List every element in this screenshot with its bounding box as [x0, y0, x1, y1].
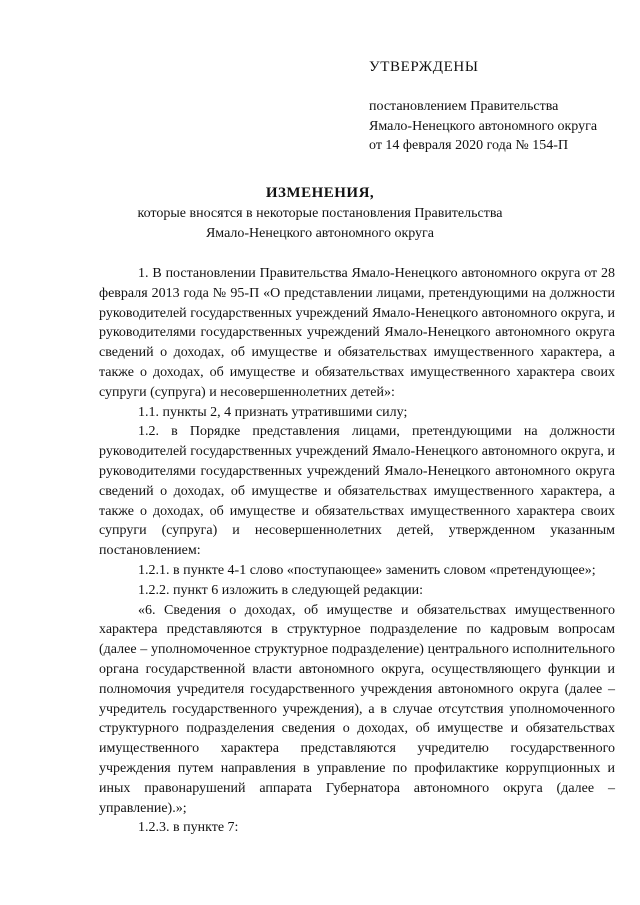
paragraph-1-2-2: 1.2.2. пункт 6 изложить в следующей редакции:: [138, 582, 423, 598]
paragraph-1-2-1: 1.2.1. в пункте 4-1 слово «поступающее» заменить словом «претендующее»;: [138, 562, 596, 578]
document-body: [99, 264, 615, 838]
paragraph-1-2: 1.2. в Порядке представления лицами, претендующими на должности руководителей государственных учреждений Ямало-Ненецкого автономного округа, и руководителями государственных учреждений Ямало-Ненецкого автономного округа сведений о доходах, об имуществе и обязательствах имущественного характера, а также о доходах, об имуществе и обязательствах имущественного характера своих супруги (супруга) и несовершеннолетних детей, утвержденном указанным постановлением:: [99, 424, 615, 559]
paragraph-quoted-6: «6. Сведения о доходах, об имуществе и обязательствах имущественного характера представляются в структурное подразделение по кадровым вопросам (далее – уполномоченное структурное подразделение) центрального исполнительного органа государственной власти автономного округа, осуществляющего функции и полномочия учредителя государственного учреждения автономного округа (далее – учредитель государственного учреждения), а в случае отсутствия уполномоченного структурного подразделения сведения о доходах, об имуществе и обязательствах имущественного характера представляются учредителю государственного учреждения путем направления в управление по профилактике коррупционных и иных правонарушений аппарата Губернатора автономного округа (далее – управление).»;: [99, 602, 615, 816]
paragraph-1: 1. В постановлении Правительства Ямало-Ненецкого автономного округа от 28 февраля 2013 года № 95-П «О представлении лицами, претендующими на должности руководителей государственных учреждений Ямало-Ненецкого автономного округа, и руководителями государственных учреждений Ямало-Ненецкого автономного округа сведений о доходах, об имуществе и обязательствах имущественного характера, а также о доходах, об имуществе и обязательствах имущественного характера своих супруги (супруга) и несовершеннолетних детей»:: [99, 266, 615, 400]
approval-line-2: Ямало-Ненецкого автономного округа: [369, 118, 598, 134]
document-subtitle-line-2: Ямало-Ненецкого автономного округа: [205, 225, 435, 241]
approval-block: [369, 58, 619, 156]
approval-line-3: от 14 февраля 2020 года № 154-П: [369, 138, 569, 154]
document-subtitle-line-1: которые вносятся в некоторые постановления Правительства: [137, 205, 503, 221]
approval-heading: УТВЕРЖДЕНЫ: [369, 59, 479, 75]
approval-line-1: постановлением Правительства: [369, 98, 559, 114]
document-title: ИЗМЕНЕНИЯ,: [265, 185, 375, 201]
paragraph-1-1: 1.1. пункты 2, 4 признать утратившими силу;: [138, 404, 408, 420]
paragraph-1-2-3: 1.2.3. в пункте 7:: [138, 820, 239, 836]
title-block: [0, 184, 640, 244]
